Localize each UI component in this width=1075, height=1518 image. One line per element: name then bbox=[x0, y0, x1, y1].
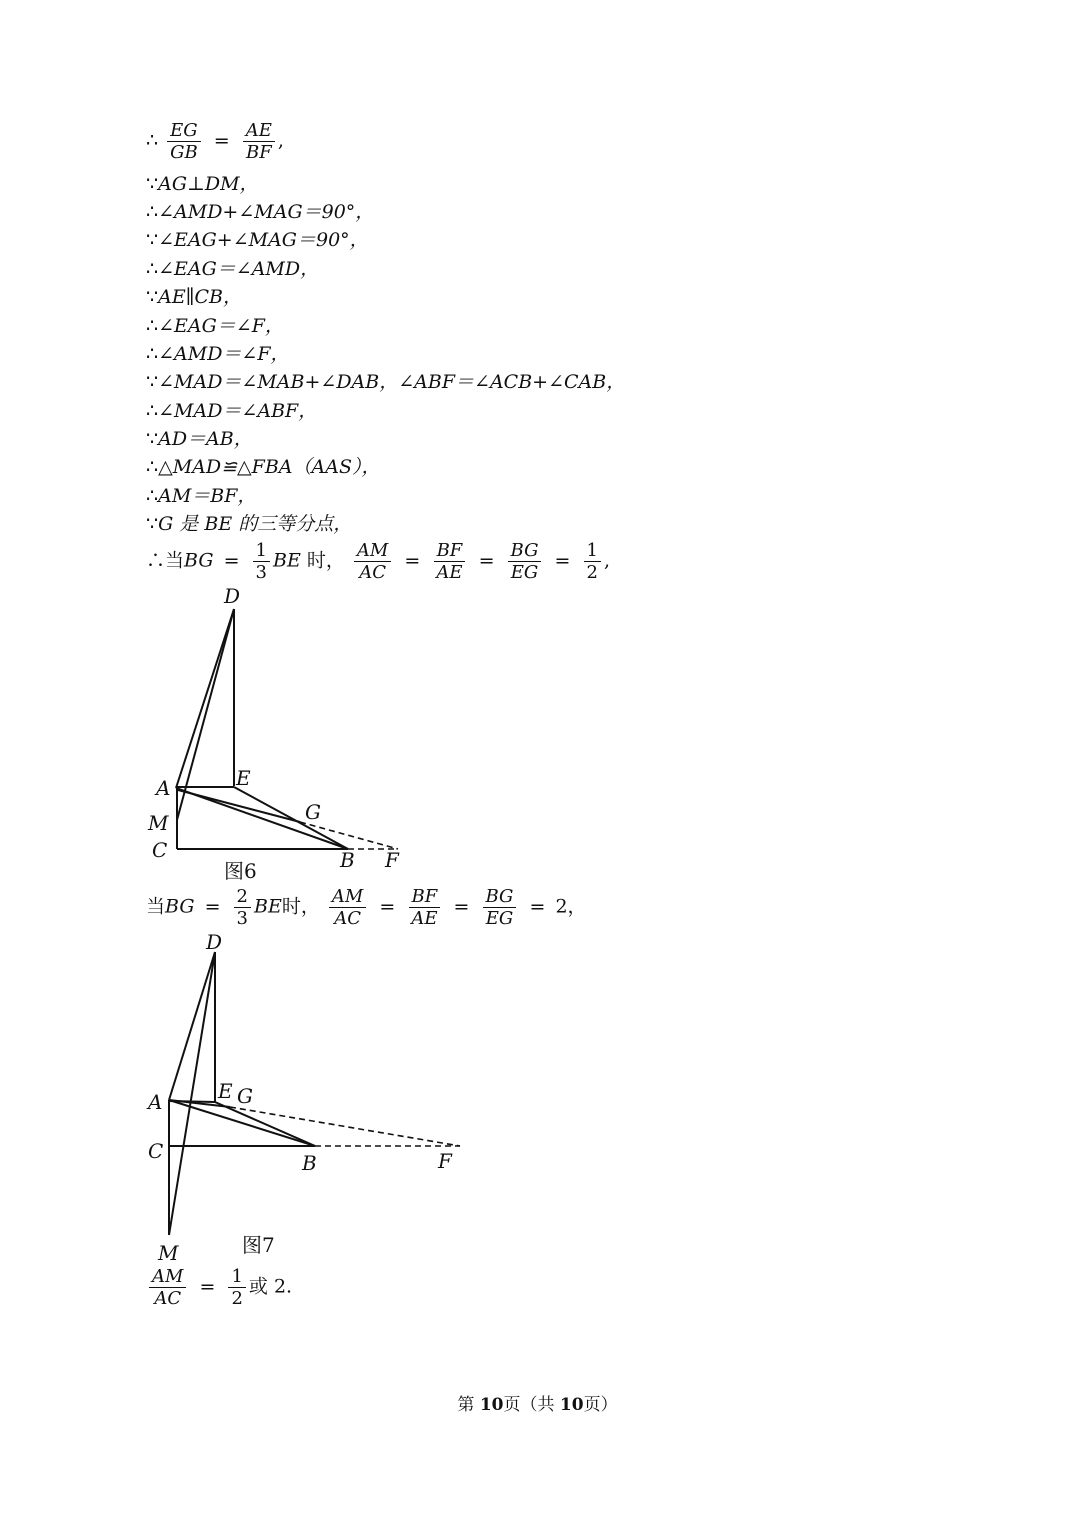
label-g: G bbox=[237, 1084, 253, 1108]
therefore-symbol: ∴ bbox=[146, 400, 159, 422]
equation-line-1 bbox=[146, 120, 284, 163]
fraction-numerator: 1 bbox=[228, 1266, 245, 1288]
therefore-symbol: ∴ bbox=[146, 485, 159, 507]
segment-bg: BG bbox=[165, 895, 195, 918]
fraction-numerator: 1 bbox=[584, 540, 601, 562]
fraction-denominator: GB bbox=[170, 142, 198, 163]
fraction-denominator: AC bbox=[359, 562, 387, 583]
segment-da bbox=[176, 609, 234, 788]
comma: , bbox=[277, 129, 284, 152]
final-tail: 或 2. bbox=[248, 1275, 293, 1298]
fraction-numerator: AE bbox=[243, 120, 275, 142]
equals-sign: = bbox=[379, 895, 396, 918]
proof-step bbox=[146, 370, 625, 394]
segment-ag bbox=[178, 790, 300, 822]
fraction-denominator: AE bbox=[411, 908, 438, 929]
equals-sign: = bbox=[199, 1275, 216, 1298]
because-symbol: ∵ bbox=[146, 229, 159, 251]
figure-6-dashed bbox=[300, 822, 398, 849]
fraction-numerator: EG bbox=[167, 120, 201, 142]
fraction-eg-gb bbox=[167, 120, 201, 163]
case-1-line bbox=[146, 540, 610, 583]
fraction-bg-eg bbox=[508, 540, 542, 583]
label-g: G bbox=[305, 800, 321, 824]
segment-dm bbox=[177, 609, 234, 820]
fraction-denominator: 3 bbox=[236, 908, 248, 929]
figure-7-caption: 图7 bbox=[242, 1233, 275, 1257]
label-b: B bbox=[302, 1151, 317, 1175]
because-symbol: ∵ bbox=[146, 513, 159, 535]
fraction-denominator: EG bbox=[510, 562, 539, 583]
page-footer bbox=[0, 1390, 1075, 1415]
figure-7-dashed bbox=[230, 1107, 460, 1146]
therefore-symbol: ∴ bbox=[146, 258, 159, 280]
fraction-denominator: EG bbox=[485, 908, 514, 929]
fraction-denominator: 2 bbox=[586, 562, 598, 583]
segment-bg: BG bbox=[184, 549, 214, 572]
fraction-numerator: 2 bbox=[234, 886, 251, 908]
label-c: C bbox=[152, 838, 168, 862]
equals-sign: = bbox=[223, 549, 240, 572]
fraction-denominator: 2 bbox=[231, 1288, 243, 1309]
segment-be: BE bbox=[272, 549, 301, 572]
proof-step bbox=[146, 285, 242, 309]
footer-prefix: 第 bbox=[457, 1395, 480, 1415]
case-when: 时， bbox=[300, 549, 345, 572]
fraction-numerator: BG bbox=[483, 886, 517, 908]
equals-sign: = bbox=[529, 895, 546, 918]
figure-6-lines bbox=[176, 609, 348, 849]
proof-step bbox=[146, 399, 317, 423]
fraction-numerator: BG bbox=[508, 540, 542, 562]
proof-step bbox=[146, 342, 290, 366]
proof-step bbox=[146, 228, 369, 252]
proof-step bbox=[146, 484, 256, 508]
because-symbol: ∵ bbox=[146, 286, 159, 308]
proof-step bbox=[146, 455, 380, 479]
step-text: G 是 BE 的三等分点， bbox=[158, 513, 353, 535]
label-f: F bbox=[438, 1149, 452, 1173]
step-text: ∠EAG+∠MAG＝90°， bbox=[158, 229, 369, 251]
therefore-symbol: ∴ bbox=[146, 456, 159, 478]
label-f: F bbox=[385, 848, 399, 872]
equals-sign: = bbox=[453, 895, 470, 918]
label-m: M bbox=[158, 1241, 179, 1265]
case-result: 2， bbox=[555, 895, 587, 918]
step-text: ∠EAG＝∠F， bbox=[158, 315, 284, 337]
comma: , bbox=[603, 549, 610, 572]
label-e: E bbox=[236, 766, 251, 790]
fraction-numerator: 1 bbox=[253, 540, 270, 562]
fraction-one-half bbox=[584, 540, 601, 583]
fraction-am-ac bbox=[329, 886, 366, 929]
footer-total-pages: 10 bbox=[559, 1395, 584, 1415]
step-text: ∠MAD＝∠ABF， bbox=[158, 400, 318, 422]
step-text: AE∥CB， bbox=[158, 286, 242, 308]
fraction-denominator: AC bbox=[154, 1288, 182, 1309]
case-when: 时， bbox=[281, 895, 320, 918]
figure-7-diagram bbox=[140, 930, 480, 1265]
fraction-numerator: BF bbox=[409, 886, 441, 908]
segment-be: BE bbox=[253, 895, 282, 918]
footer-page-number: 10 bbox=[479, 1395, 504, 1415]
fraction-numerator: AM bbox=[149, 1266, 186, 1288]
step-text: ∠AMD+∠MAG＝90°， bbox=[158, 201, 375, 223]
step-text: ∠AMD＝∠F， bbox=[158, 343, 290, 365]
therefore-symbol: ∴ bbox=[146, 343, 159, 365]
case-prefix: 当 bbox=[146, 895, 166, 918]
proof-step bbox=[146, 314, 284, 338]
dashed-gf bbox=[230, 1107, 460, 1146]
because-symbol: ∵ bbox=[146, 173, 159, 195]
figure-6-diagram bbox=[140, 585, 420, 885]
fraction-one-third bbox=[253, 540, 270, 583]
segment-eb bbox=[215, 1102, 315, 1146]
because-symbol: ∵ bbox=[146, 371, 159, 393]
label-d: D bbox=[224, 585, 241, 608]
step-text: AM＝BF， bbox=[158, 485, 257, 507]
fraction-two-thirds bbox=[234, 886, 251, 929]
fraction-bg-eg bbox=[483, 886, 517, 929]
fraction-bf-ae bbox=[433, 540, 465, 583]
label-m: M bbox=[148, 811, 169, 835]
footer-suffix: 页） bbox=[583, 1395, 618, 1415]
therefore-symbol: ∴ bbox=[146, 201, 159, 223]
fraction-one-half bbox=[228, 1266, 245, 1309]
equals-sign: = bbox=[213, 129, 230, 152]
figure-6-caption: 图6 bbox=[224, 859, 257, 883]
proof-step bbox=[146, 512, 352, 536]
case-prefix: ∴当 bbox=[146, 549, 185, 572]
label-a: A bbox=[156, 776, 171, 800]
fraction-am-ac bbox=[354, 540, 391, 583]
footer-middle: 页（共 bbox=[503, 1395, 560, 1415]
fraction-denominator: BF bbox=[245, 142, 272, 163]
fraction-denominator: AE bbox=[436, 562, 463, 583]
fraction-numerator: AM bbox=[329, 886, 366, 908]
step-text: △MAD≌△FBA（AAS）， bbox=[158, 456, 381, 478]
equals-sign: = bbox=[404, 549, 421, 572]
segment-da bbox=[169, 952, 215, 1100]
dashed-gf bbox=[300, 822, 398, 849]
step-text: AG⊥DM， bbox=[158, 173, 259, 195]
fraction-am-ac bbox=[149, 1266, 186, 1309]
label-d: D bbox=[206, 930, 223, 954]
proof-step bbox=[146, 427, 253, 451]
proof-step bbox=[146, 172, 259, 196]
therefore-symbol: ∴ bbox=[146, 315, 159, 337]
step-text: ∠MAD＝∠MAB+∠DAB，∠ABF＝∠ACB+∠CAB， bbox=[158, 371, 626, 393]
segment-dm bbox=[169, 952, 215, 1235]
label-b: B bbox=[340, 848, 355, 872]
fraction-denominator: 3 bbox=[255, 562, 267, 583]
case-2-line bbox=[146, 886, 587, 929]
equals-sign: = bbox=[554, 549, 571, 572]
fraction-denominator: AC bbox=[334, 908, 361, 929]
proof-step bbox=[146, 200, 374, 224]
step-text: ∠EAG＝∠AMD， bbox=[158, 258, 320, 280]
therefore-symbol: ∴ bbox=[146, 129, 159, 152]
segment-eb bbox=[234, 787, 348, 849]
label-a: A bbox=[148, 1090, 163, 1114]
because-symbol: ∵ bbox=[146, 428, 159, 450]
fraction-numerator: BF bbox=[434, 540, 466, 562]
fraction-bf-ae bbox=[408, 886, 440, 929]
fraction-ae-bf bbox=[243, 120, 275, 163]
equals-sign: = bbox=[478, 549, 495, 572]
label-e: E bbox=[218, 1079, 233, 1103]
fraction-numerator: AM bbox=[354, 540, 391, 562]
proof-step bbox=[146, 257, 319, 281]
label-c: C bbox=[148, 1139, 164, 1163]
step-text: AD＝AB， bbox=[158, 428, 253, 450]
final-answer-line bbox=[146, 1266, 292, 1309]
equals-sign: = bbox=[204, 895, 221, 918]
